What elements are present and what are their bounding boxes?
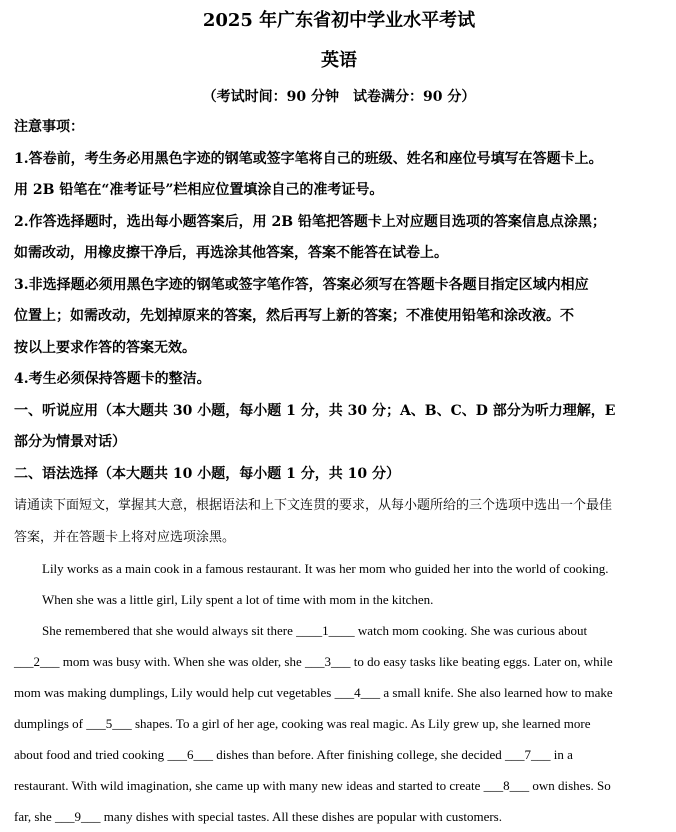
note-2a: 2.作答选择题时，选出每小题答案后，用 2B 铅笔把答题卡上对应题目选项的答案信息点涂黑； xyxy=(14,213,606,230)
passage-line: When she was a little girl, Lily spent a lot of time with mom in the kitchen. xyxy=(42,592,434,607)
note-3c: 按以上要求作答的答案无效。 xyxy=(14,339,196,356)
passage-line: far, she ___9___ many dishes with special tastes. All these dishes are popular with customers. xyxy=(14,809,502,824)
note-4: 4.考生必须保持答题卡的整洁。 xyxy=(14,371,211,387)
blank-6: ___6___ xyxy=(167,747,213,762)
section1-line1: 一、听说应用（本大题共 30 小题，每小题 1 分，共 30 分；A、B、C、D 部分为听力理解，E xyxy=(14,402,616,419)
subject-title: 英语 xyxy=(321,50,357,71)
notes-heading: 注意事项： xyxy=(14,119,84,135)
note-1b: 用 2B 铅笔在“准考证号”栏相应位置填涂自己的准考证号。 xyxy=(14,182,384,198)
passage-line: restaurant. With wild imagination, she came up with many new ideas and started to create ___8___ own dishes. So xyxy=(14,778,611,793)
note-2b: 如需改动，用橡皮擦干净后，再选涂其他答案，答案不能答在试卷上。 xyxy=(14,245,448,261)
section1-line2: 部分为情景对话） xyxy=(14,434,126,450)
passage-line: She remembered that she would always sit there ____1____ watch mom cooking. She was curious about xyxy=(42,623,588,638)
passage xyxy=(14,553,664,832)
passage-line: Lily works as a main cook in a famous restaurant. It was her mom who guided her into the world of cooking. xyxy=(42,561,609,576)
note-1a: 1.答卷前，考生务必用黑色字迹的钢笔或签字笔将自己的班级、姓名和座位号填写在答题卡上。 xyxy=(14,150,603,167)
section2-instruction-1: 请通读下面短文，掌握其大意，根据语法和上下文连贯的要求，从每小题所给的三个选项中选出一个最佳 xyxy=(14,498,613,513)
blank-3: ___3___ xyxy=(304,654,351,669)
blank-5: ___5___ xyxy=(86,716,132,731)
section2-instruction-2: 答案，并在答题卡上将对应选项涂黑。 xyxy=(14,529,236,545)
blank-8: ___8___ xyxy=(483,778,530,793)
blank-2: ___2___ xyxy=(14,654,60,669)
exam-title: 2025 年广东省初中学业水平考试 xyxy=(202,10,476,31)
passage-line: mom was making dumplings, Lily would help cut vegetables ___4___ a small knife. She also learned how to make xyxy=(14,685,613,700)
blank-1: ____1____ xyxy=(296,623,355,638)
blank-4: ___4___ xyxy=(334,685,381,700)
section2-heading: 二、语法选择（本大题共 10 小题，每小题 1 分，共 10 分） xyxy=(14,465,400,482)
passage-line: ___2___ mom was busy with. When she was older, she ___3___ to do easy tasks like beating eggs. Later on, while xyxy=(14,654,613,669)
blank-7: ___7___ xyxy=(505,747,551,762)
note-3a: 3.非选择题必须用黑色字迹的钢笔或签字笔作答，答案必须写在答题卡各题目指定区域内相应 xyxy=(14,276,589,293)
note-3b: 位置上；如需改动，先划掉原来的答案，然后再写上新的答案；不准使用铅笔和涂改液。不 xyxy=(14,308,574,324)
passage-line: dumplings of ___5___ shapes. To a girl of her age, cooking was real magic. As Lily grew up, she learned more xyxy=(14,716,591,731)
blank-9: ___9___ xyxy=(55,809,101,824)
exam-info: （考试时间：90 分钟 试卷满分：90 分） xyxy=(202,89,476,105)
passage-line: about food and tried cooking ___6___ dishes than before. After finishing college, she decided ___7___ in a xyxy=(14,747,573,762)
